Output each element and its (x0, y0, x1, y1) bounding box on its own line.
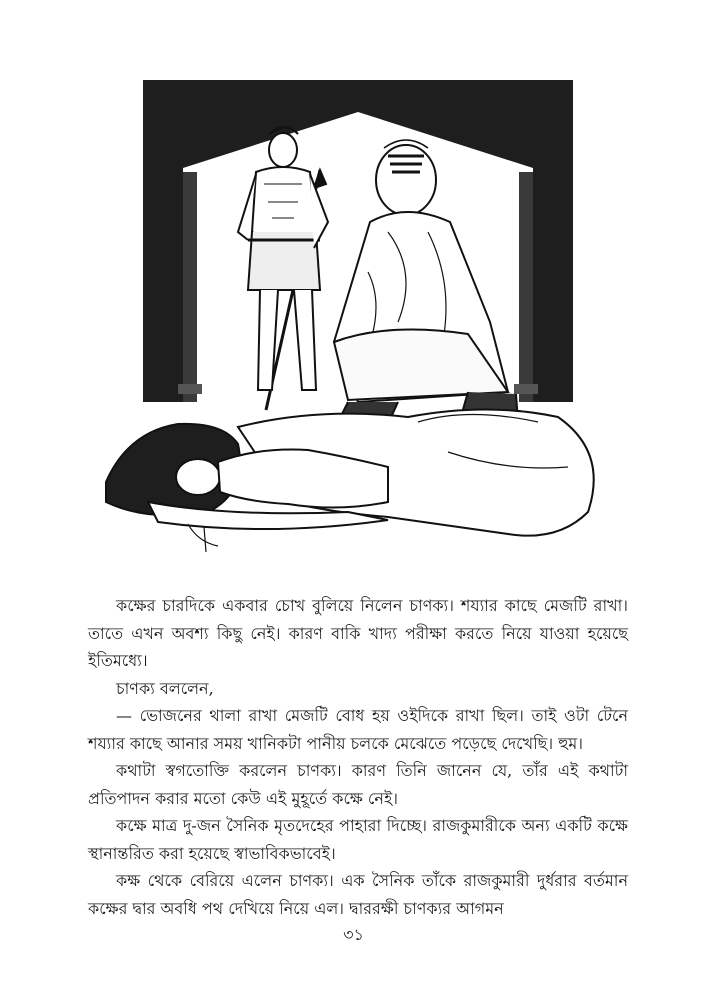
body-text (88, 592, 628, 922)
paragraph: কক্ষ থেকে বেরিয়ে এলেন চাণক্য। এক সৈনিক তাঁকে রাজকুমারী দুর্ধরার বর্তমান কক্ষের দ্বার অবধি পথ দেখিয়ে নিয়ে এল। দ্বাররক্ষী চাণক্যর আগমন (88, 871, 628, 918)
paragraph: কক্ষে মাত্র দু-জন সৈনিক মৃতদেহের পাহারা দিচ্ছে। রাজকুমারীকে অন্য একটি কক্ষে স্থানান্তরিত করা হয়েছে স্বাভাবিকভাবেই। (88, 816, 628, 863)
paragraph: কথাটা স্বগতোক্তি করলেন চাণক্য। কারণ তিনি জানেন যে, তাঁর এই কথাটা প্রতিপাদন করার মতো কেউ এই মুহূর্তে কক্ষে নেই। (88, 761, 628, 808)
paragraph: কক্ষের চারদিকে একবার চোখ বুলিয়ে নিলেন চাণক্য। শয্যার কাছে মেজটি রাখা। তাতে এখন অবশ্য কিছু নেই। কারণ বাকি খাদ্য পরীক্ষা করতে নিয়ে যাওয়া হয়েছে ইতিমধ্যে। (88, 596, 628, 670)
page-number: ৩১ (343, 925, 364, 944)
princess-figure (106, 410, 594, 553)
paragraph: — ভোজনের থালা রাখা মেজটি বোধ হয় ওইদিকে রাখা ছিল। তাই ওটা টেনে শয্যার কাছে আনার সময় খানিকটা পানীয় চলকে মেঝেতে পড়েছে দেখেছি। হুম। (88, 706, 628, 753)
illustration (88, 72, 628, 567)
paragraph: চাণক্য বললেন, (116, 678, 214, 698)
guard-figure (238, 127, 328, 410)
chanakya-figure (334, 140, 518, 424)
